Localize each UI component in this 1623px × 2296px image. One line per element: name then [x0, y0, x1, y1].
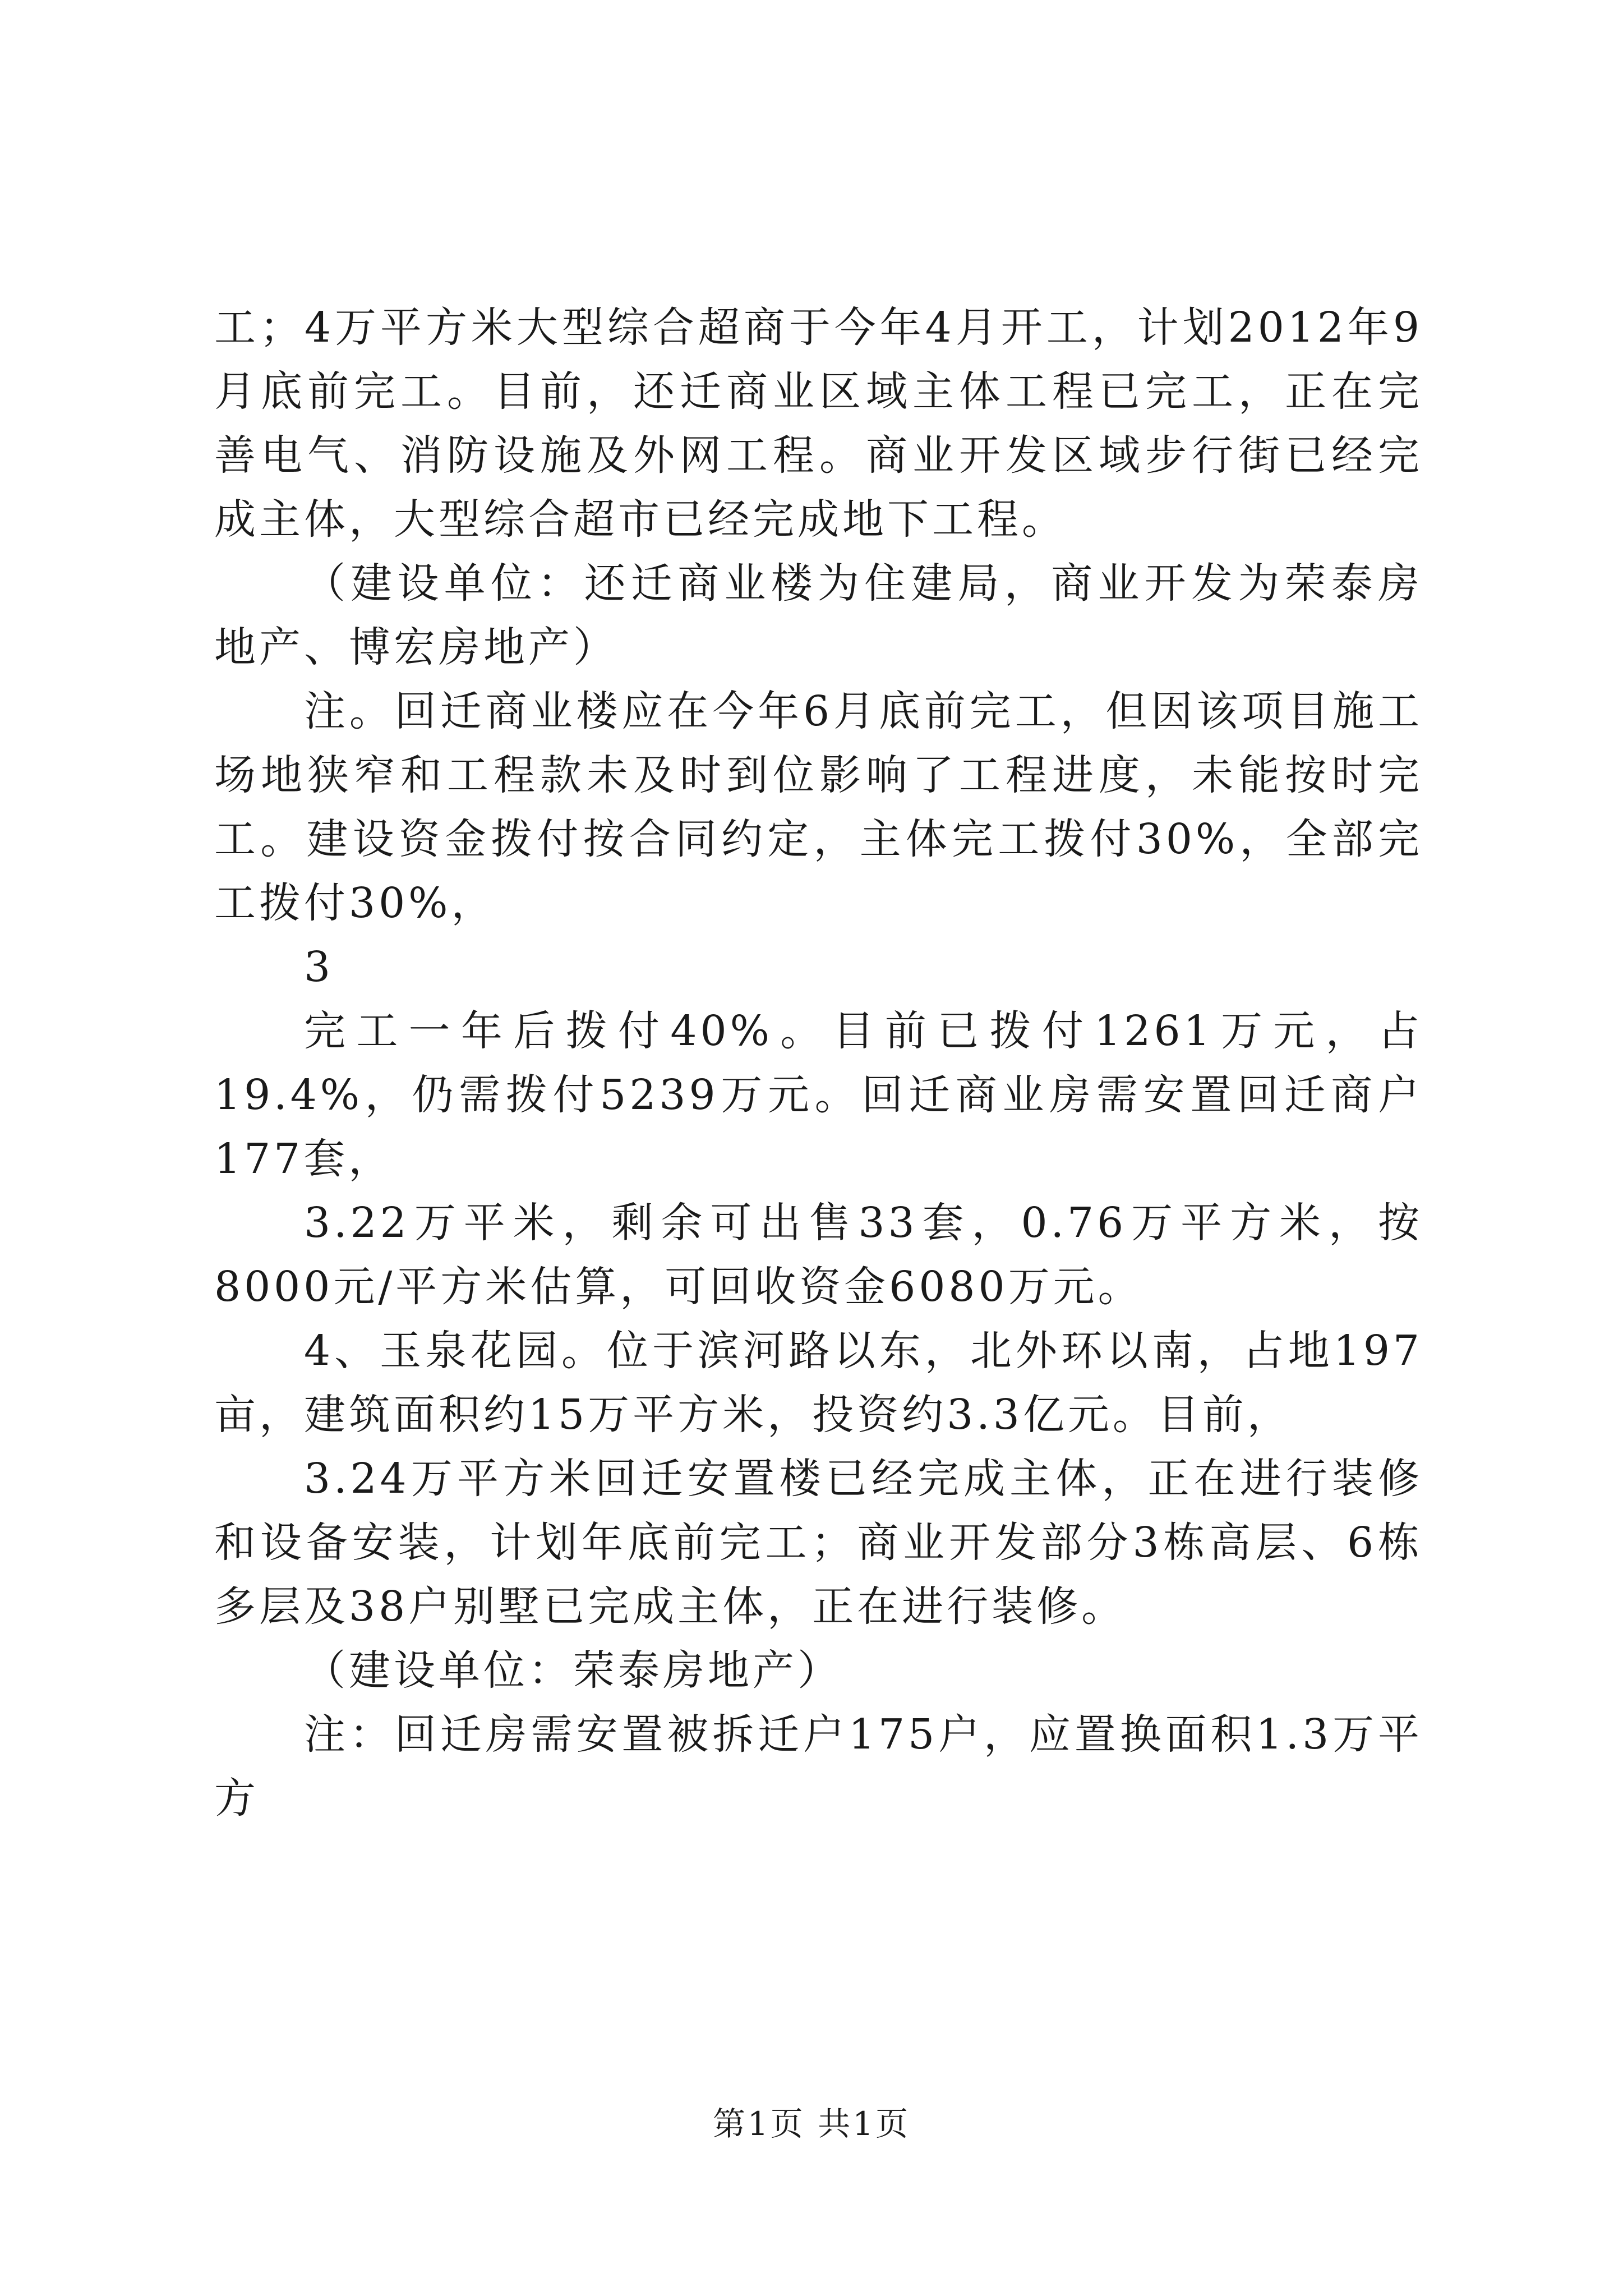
paragraph-note-resettlement: 注：回迁房需安置被拆迁户175户，应置换面积1.3万平方	[214, 1710, 1423, 1823]
paragraph-payment-status: 完工一年后拨付40%。目前已拨付1261万元，占19.4%，仍需拨付5239万元。回迁商业房需安置回迁商户177套，	[214, 1007, 1423, 1183]
paragraph-construction-unit-2: （建设单位：荣泰房地产）	[304, 1646, 842, 1695]
page-footer: 第1页 共1页	[712, 2105, 911, 2143]
inline-page-number: 3	[304, 943, 331, 991]
paragraph-construction-unit: （建设单位：还迁商业楼为住建局，商业开发为荣泰房地产、博宏房地产）	[214, 559, 1423, 671]
paragraph-note-commercial-building: 注。回迁商业楼应在今年6月底前完工，但因该项目施工场地狭窄和工程款未及时到位影响了工程进度，未能按时完工。建设资金拨付按合同约定，主体完工拨付30%，全部完工拨付30%，	[214, 687, 1423, 927]
paragraph-project-progress: 工；4万平方米大型综合超商于今年4月开工，计划2012年9月底前完工。目前，还迁商业区域主体工程已完工，正在完善电气、消防设施及外网工程。商业开发区域步行街已经完成主体，大型综合超市已经完成地下工程。	[214, 303, 1423, 544]
paragraph-yuquan-garden: 4、玉泉花园。位于滨河路以东，北外环以南，占地197亩，建筑面积约15万平方米，投资约3.3亿元。目前，	[214, 1327, 1423, 1439]
document-body	[214, 296, 1423, 1830]
paragraph-resettlement-building: 3.24万平方米回迁安置楼已经完成主体，正在进行装修和设备安装，计划年底前完工；商业开发部分3栋高层、6栋多层及38户别墅已完成主体，正在进行装修。	[214, 1455, 1423, 1631]
paragraph-saleable-area: 3.22万平米，剩余可出售33套，0.76万平方米，按8000元/平方米估算，可回收资金6080万元。	[214, 1199, 1423, 1311]
